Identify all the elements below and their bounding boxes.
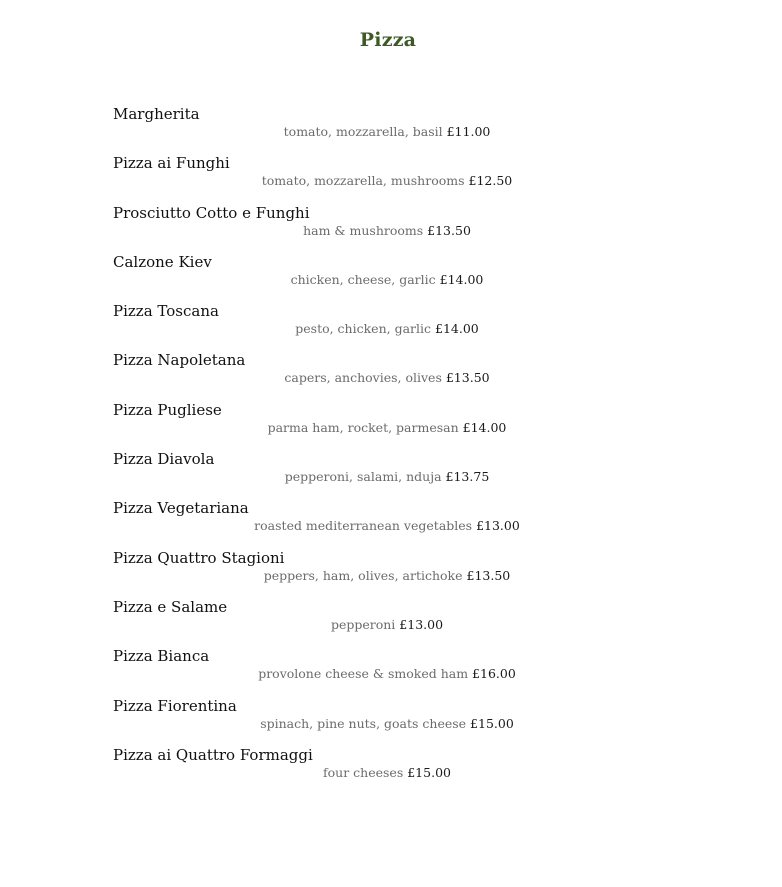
item-detail [113,764,661,782]
item-price: £11.00 [446,124,491,139]
item-description: roasted mediterranean vegetables [254,518,473,534]
item-price: £13.50 [445,370,490,386]
item-description: pepperoni [330,616,396,632]
item-name: Pizza Diavola [113,450,215,469]
item-price: £15.00 [470,715,514,731]
page-title: Pizza [359,29,417,51]
item-name: Pizza Pugliese [113,400,222,419]
item-detail [113,468,661,486]
menu-item [113,597,661,646]
item-detail [113,567,661,585]
item-price: £14.00 [435,321,479,337]
item-description: four cheeses [323,764,404,780]
item-description: peppers, ham, olives, artichoke [263,567,463,583]
item-name: Pizza Napoletana [113,351,246,370]
item-price: £15.00 [407,764,451,780]
item-name: Pizza Fiorentina [113,696,237,715]
item-description: tomato, mozzarella, basil [283,124,443,139]
menu-item [113,104,661,153]
item-price: £13.00 [476,518,520,534]
item-detail [113,419,661,437]
item-detail [113,172,661,190]
item-description: pepperoni, salami, nduja [284,469,442,485]
item-detail [113,616,661,634]
item-detail [113,517,661,535]
item-price: £16.00 [472,666,516,682]
item-name: Pizza Quattro Stagioni [113,548,285,567]
item-price: £13.00 [399,616,444,632]
menu-item [113,745,661,794]
menu-item [113,350,661,399]
menu-item [113,696,661,745]
item-price: £13.75 [445,469,490,485]
menu-item [113,203,661,252]
item-detail [113,271,661,289]
item-name: Pizza ai Quattro Formaggi [113,745,313,764]
menu-item [113,449,661,498]
item-detail [113,369,661,387]
item-detail [113,222,661,240]
menu-item [113,400,661,449]
item-name: Pizza Vegetariana [113,499,249,518]
item-name: Pizza e Salame [113,597,228,616]
menu-item [113,301,661,350]
item-description: ham & mushrooms [303,222,424,238]
item-description: provolone cheese & smoked ham [258,666,469,682]
item-price: £14.00 [439,271,484,287]
item-description: pesto, chicken, garlic [295,321,432,337]
menu-item [113,498,661,547]
item-price: £13.50 [466,567,511,583]
menu-item [113,153,661,202]
item-detail [113,715,661,733]
item-name: Pizza Toscana [113,302,219,321]
item-name: Pizza ai Funghi [113,154,230,173]
item-description: parma ham, rocket, parmesan [267,419,459,435]
item-detail [113,123,661,141]
menu-list [113,104,661,794]
item-name: Pizza Bianca [113,647,210,666]
item-description: tomato, mozzarella, mushrooms [261,173,465,189]
item-description: chicken, cheese, garlic [290,271,436,287]
item-price: £12.50 [468,173,513,189]
item-name: Calzone Kiev [113,252,212,271]
item-detail [113,665,661,683]
menu-item [113,252,661,301]
item-price: £14.00 [462,419,507,435]
item-detail [113,320,661,338]
item-price: £13.50 [427,222,471,238]
item-name: Margherita [113,105,200,123]
menu-item [113,646,661,695]
item-description: capers, anchovies, olives [284,370,442,386]
item-name: Prosciutto Cotto e Funghi [113,203,310,222]
menu-item [113,548,661,597]
item-description: spinach, pine nuts, goats cheese [260,715,467,731]
